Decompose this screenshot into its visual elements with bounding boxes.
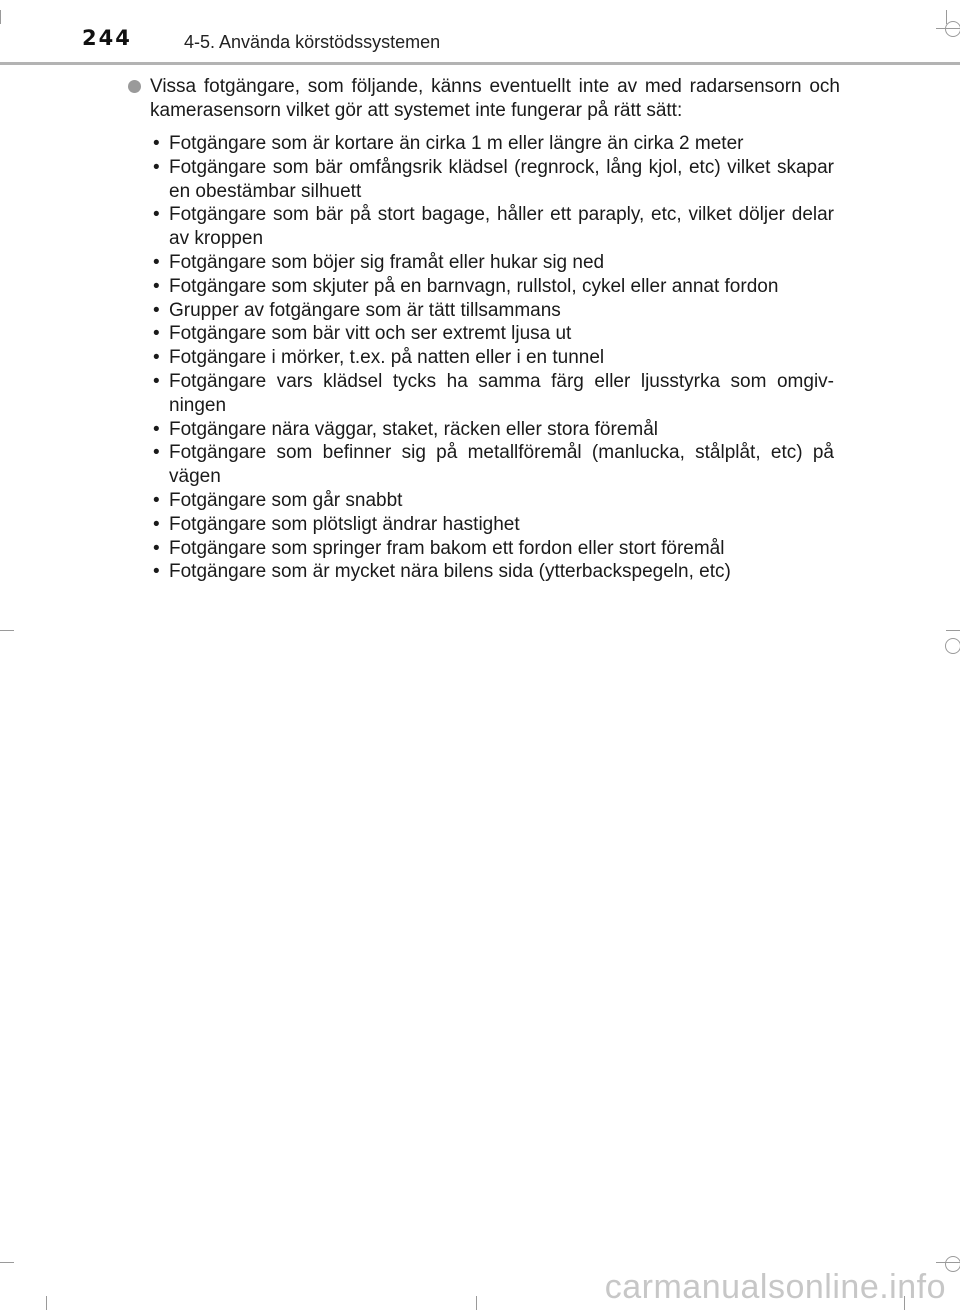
list-item-text: Fotgängare som befinner sig på metallföremål (manlucka, stålplåt, etc) på vägen [169,442,834,488]
intro-text: Vissa fotgängare, som följande, känns eventuellt inte av med radarsensorn och kamerasensorn vilket gör att systemet inte fungerar på rätt sätt: [150,76,840,121]
bullet-icon: • [153,442,160,464]
registration-mark-icon [945,21,960,37]
list-item-text: Fotgängare som skjuter på en barnvagn, rullstol, cykel eller annat fordon [169,275,779,297]
bullet-icon: • [153,275,160,297]
list-item-text: Fotgängare som springer fram bakom ett fordon eller stort föremål [169,537,725,559]
crop-mark [46,1296,47,1310]
list-item [150,299,834,323]
bullet-icon: • [153,323,160,345]
list-item [150,156,834,204]
list-item [150,132,834,156]
bullet-icon: • [153,204,160,226]
bullet-icon: • [153,489,160,511]
bullet-icon: • [153,561,160,583]
crop-mark [476,1296,477,1310]
list-item-text: Fotgängare som är mycket nära bilens sida (ytterbackspegeln, etc) [169,561,731,583]
bullet-icon: • [153,537,160,559]
page-number: 244 [82,26,132,50]
section-title: 4-5. Använda körstödssystemen [184,32,441,52]
list-item-text: Fotgängare som går snabbt [169,489,403,511]
bullet-icon: • [153,513,160,535]
bullet-icon: • [153,418,160,440]
list-item-text: Fotgängare som bär vitt och ser extremt ljusa ut [169,323,572,345]
intro-paragraph [150,75,840,123]
registration-mark-icon [945,1256,960,1272]
list-item [150,346,834,370]
list-item [150,322,834,346]
crop-mark [946,630,960,631]
list-item-text: Fotgängare som böjer sig framåt eller hukar sig ned [169,251,605,273]
bullet-icon: • [153,133,160,154]
header-divider [0,62,960,65]
registration-mark-icon [945,638,960,654]
bullet-icon: • [153,156,160,178]
bullet-icon: • [153,370,160,392]
list-item [150,537,834,561]
list-item-text: Fotgängare vars klädsel tycks ha samma färg eller ljusstyrka som omgiv-ningen [169,370,834,416]
bullet-icon: • [153,299,160,321]
crop-mark [0,630,14,631]
list-item-text: Fotgängare i mörker, t.ex. på natten eller i en tunnel [169,347,605,369]
bullet-icon: • [153,251,160,273]
list-item-text: Grupper av fotgängare som är tätt tillsammans [169,299,561,321]
list-item-text: Fotgängare nära väggar, staket, räcken eller stora föremål [169,418,658,440]
crop-mark [0,10,1,24]
crop-mark [0,1262,14,1263]
list-item [150,489,834,513]
list-item [150,370,834,418]
list-item [150,203,834,251]
list-item [150,251,834,275]
pedestrian-list [150,132,840,584]
list-item [150,441,834,489]
bullet-circle-icon [128,80,141,93]
list-item-text: Fotgängare som plötsligt ändrar hastighet [169,513,520,535]
page-content [150,75,840,584]
list-item [150,418,834,442]
bullet-icon: • [153,347,160,369]
watermark: carmanualsonline.info [604,1268,946,1306]
list-item [150,560,834,584]
list-item [150,513,834,537]
list-item-text: Fotgängare som bär omfångsrik klädsel (regnrock, lång kjol, etc) vilket skapar en obestämbar silhuett [169,156,834,202]
list-item-text: Fotgängare som bär på stort bagage, håller ett paraply, etc, vilket döljer delar av kroppen [169,204,834,250]
list-item-text: Fotgängare som är kortare än cirka 1 m eller längre än cirka 2 meter [169,133,744,154]
list-item [150,275,834,299]
